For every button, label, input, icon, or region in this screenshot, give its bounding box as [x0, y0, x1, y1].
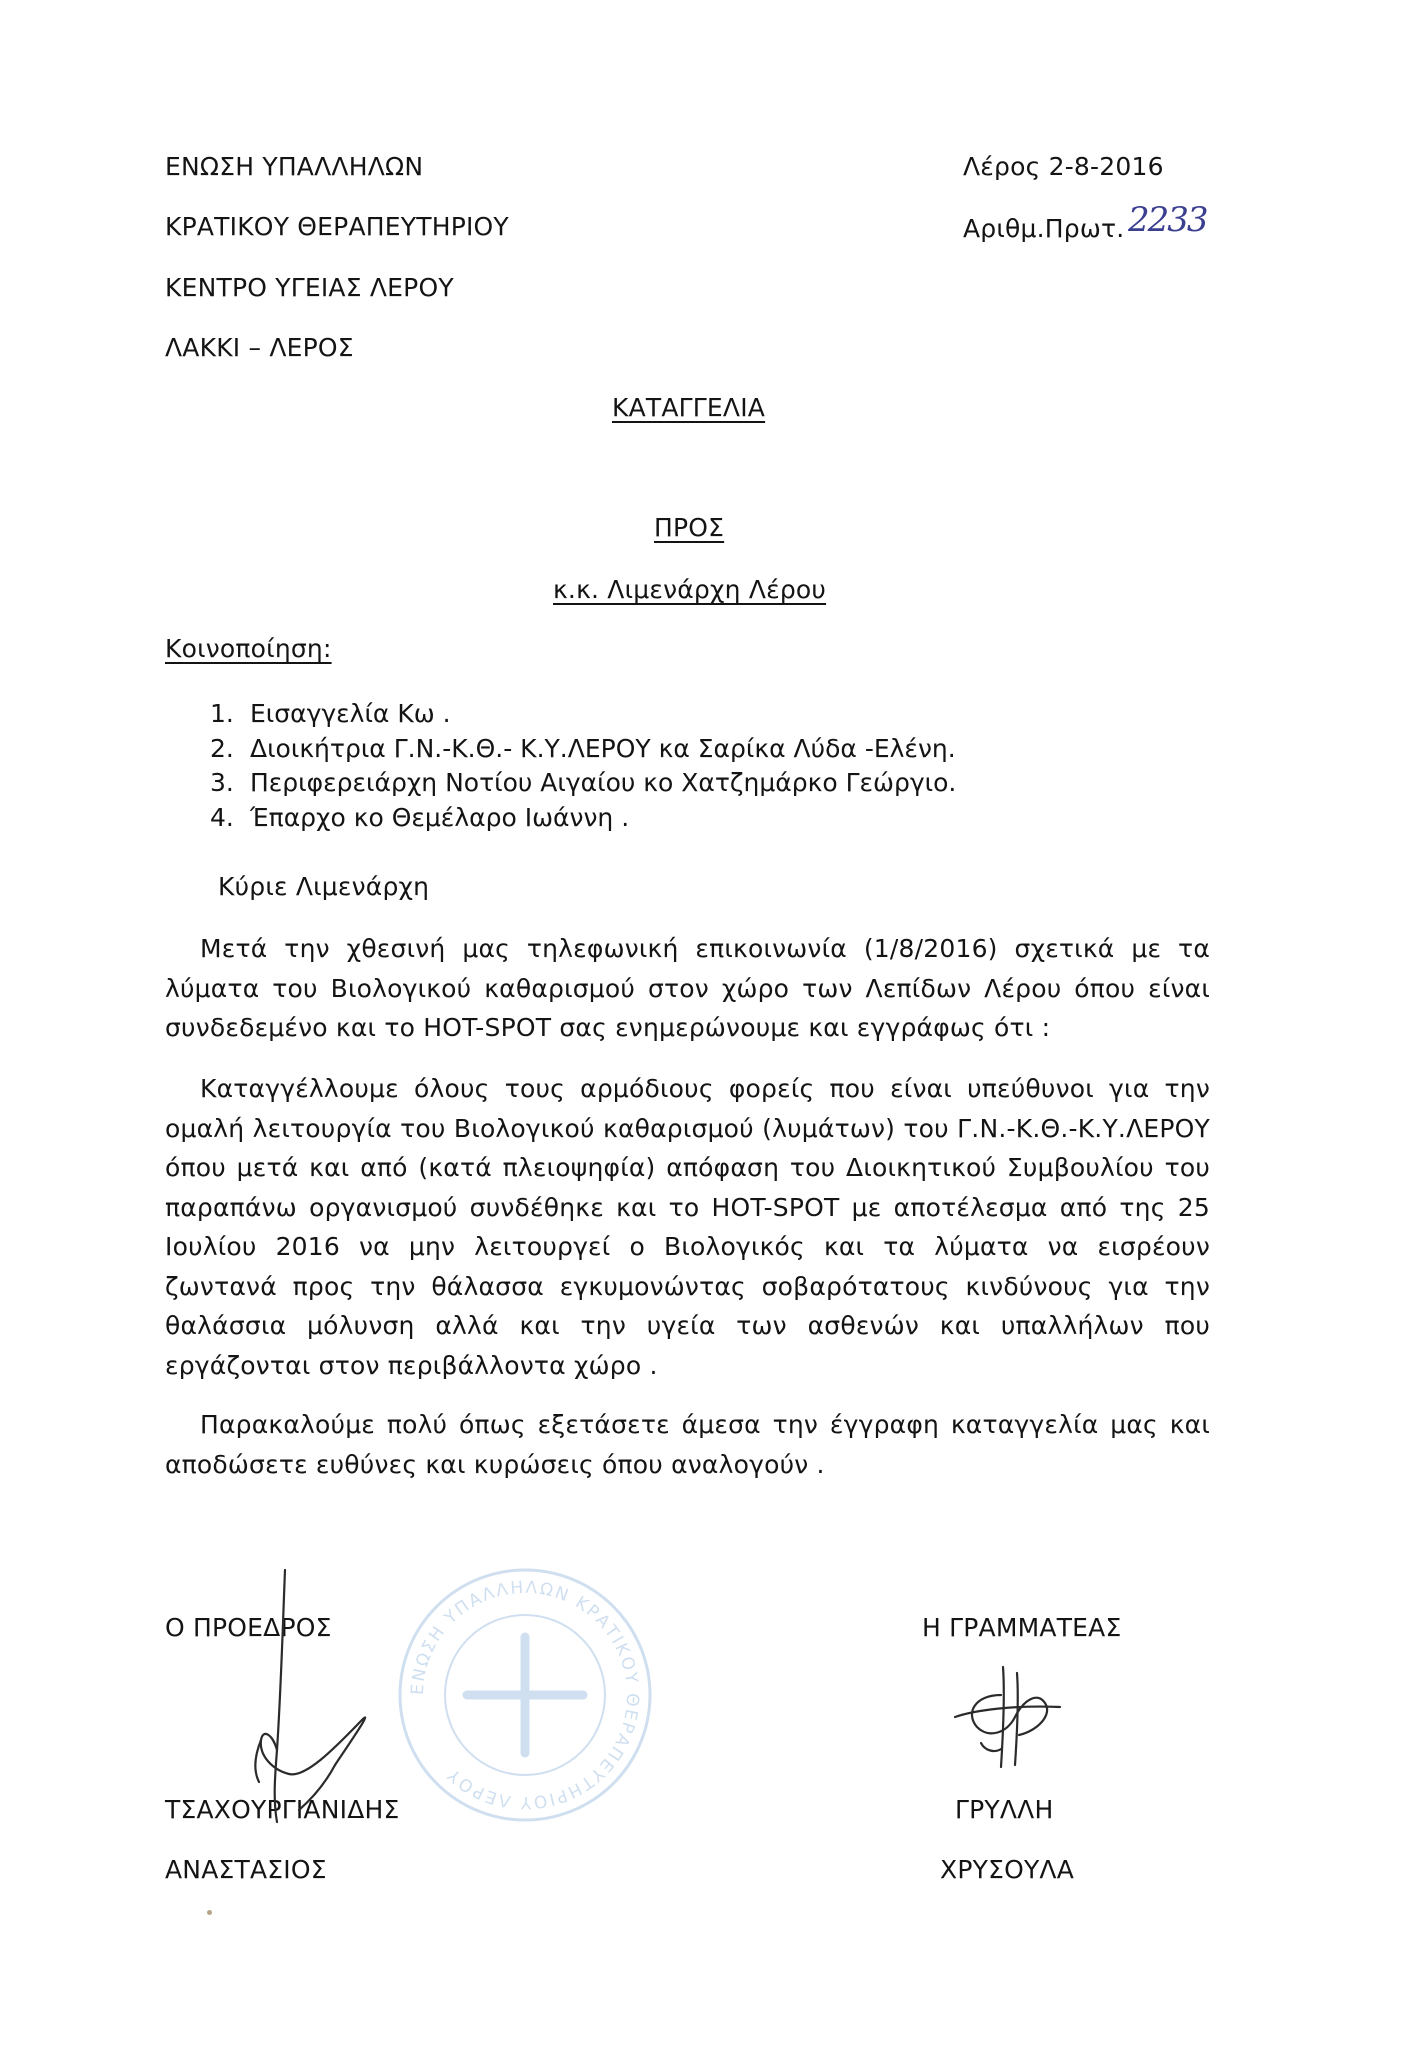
signature-left-role: Ο ΠΡΟΕΔΡΟΣ — [165, 1613, 332, 1642]
signature-right-surname: ΓΡΥΛΛΗ — [955, 1795, 1054, 1824]
signature-left-name: ΑΝΑΣΤΑΣΙΟΣ — [165, 1855, 327, 1884]
to-label: ΠΡΟΣ — [654, 513, 725, 542]
place-date: Λέρος 2-8-2016 — [963, 152, 1164, 181]
body-paragraph-3 — [165, 1405, 1210, 1484]
body-paragraph-3-text: Παρακαλούμε πολύ όπως εξετάσετε άμεσα την έγγραφη καταγγελία μας και αποδώσετε ευθύνες και κυρώσεις όπου αναλογούν . — [165, 1410, 1210, 1479]
salutation: Κύριε Λιμενάρχη — [218, 872, 430, 901]
cc-item-number: 3. — [210, 768, 234, 797]
signature-left-surname: ΤΣΑΧΟΥΡΓΙΑΝΙΔΗΣ — [165, 1795, 400, 1824]
cc-item-number: 1. — [210, 699, 234, 728]
cc-item-number: 4. — [210, 802, 234, 832]
cc-item — [210, 732, 956, 767]
cc-item — [210, 801, 956, 836]
cc-item-text: Εισαγγελία Κω . — [250, 699, 451, 728]
sender-line-2: ΚΡΑΤΙΚΟΥ ΘΕΡΑΠΕΥΤΗΡΙΟΥ — [165, 212, 509, 241]
cc-item-text: Διοικήτρια Γ.Ν.-Κ.Θ.- Κ.Υ.ΛΕΡΟΥ κα Σαρίκα Λύδα -Ελένη. — [250, 733, 956, 763]
signature-right-name: ΧΡΥΣΟΥΛΑ — [940, 1855, 1075, 1884]
protocol-label: Αριθμ.Πρωτ. — [963, 214, 1125, 243]
body-paragraph-2 — [165, 1069, 1210, 1385]
sender-line-1: ΕΝΩΣΗ ΥΠΑΛΛΗΛΩΝ — [165, 152, 424, 181]
protocol-number-handwritten: 2233 — [1128, 200, 1207, 240]
body-paragraph-1-text: Μετά την χθεσινή μας τηλεφωνική επικοινωνία (1/8/2016) σχετικά με τα λύματα του Βιολογικού καθαρισμού στον χώρο των Λεπίδων Λέρου όπου είναι συνδεδεμένο και το HOT-SPOT σας ενημερώνουμε και εγγράφως ότι : — [165, 934, 1210, 1042]
cc-list — [210, 697, 956, 835]
ink-dot — [207, 1910, 212, 1915]
stamp-text: ΕΝΩΣΗ ΥΠΑΛΛΗΛΩΝ ΚΡΑΤΙΚΟΥ ΘΕΡΑΠΕΥΤΗΡΙΟΥ ΛΕΡΟΥ — [407, 1577, 643, 1813]
sender-line-4: ΛΑΚΚΙ – ΛΕΡΟΣ — [165, 333, 354, 362]
body-paragraph-2-text: Καταγγέλλουμε όλους τους αρμόδιους φορείς που είναι υπεύθυνοι για την ομαλή λειτουργία του Βιολογικού καθαρισμού (λυμάτων) του Γ.Ν.-Κ.Θ.-Κ.Υ.ΛΕΡΟΥ όπου μετά και από (κατά πλειοψηφία) απόφαση του Διοικητικού Συμβουλίου του παραπάνω οργανισμού συνδέθηκε και το HOT-SPOT με αποτέλεσμα από της 25 Ιουλίου 2016 να μην λειτουργεί ο Βιολογικός και τα λύματα να εισρέουν ζωντανά προς την θάλασσα εγκυμονώντας σοβαρότατους κινδύνους για την θαλάσσια μόλυνση αλλά και την υγεία των ασθενών και υπαλλήλων που εργάζονται στον περιβάλλοντα χώρο . — [165, 1074, 1210, 1380]
cc-item-text: Έπαρχο κο Θεμέλαρο Ιωάννη . — [250, 802, 630, 832]
sender-line-3: ΚΕΝΤΡΟ ΥΓΕΙΑΣ ΛΕΡΟΥ — [165, 273, 454, 302]
cc-label: Κοινοποίηση: — [165, 634, 332, 663]
cc-item-text: Περιφερειάρχη Νοτίου Αιγαίου κο Χατζημάρκο Γεώργιο. — [250, 768, 957, 797]
to-recipient: κ.κ. Λιμενάρχη Λέρου — [553, 575, 827, 604]
cc-item-number: 2. — [210, 733, 234, 763]
body-paragraph-1 — [165, 929, 1210, 1048]
document-title: ΚΑΤΑΓΓΕΛΙΑ — [612, 393, 766, 422]
cc-item — [210, 766, 956, 801]
signature-right — [945, 1655, 1105, 1785]
signature-left — [215, 1560, 435, 1860]
cc-item — [210, 697, 956, 732]
signature-right-role: Η ΓΡΑΜΜΑΤΕΑΣ — [922, 1613, 1122, 1642]
